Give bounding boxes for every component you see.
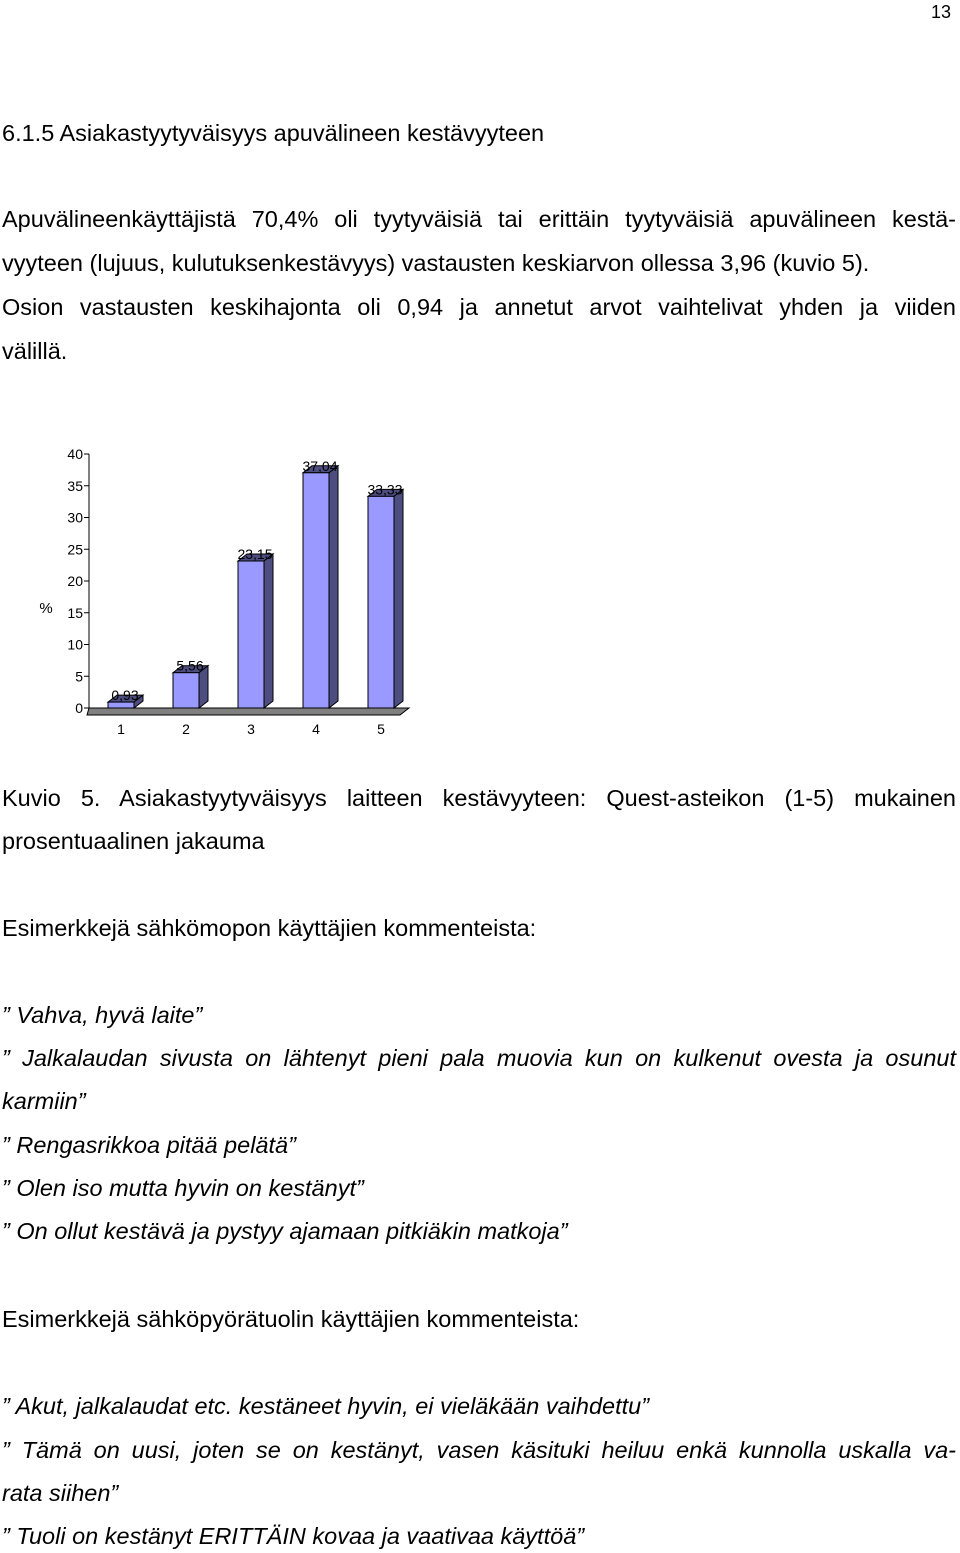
- quote-moped-4: ” Olen iso mutta hyvin on kestänyt”: [2, 1175, 364, 1201]
- intro-line-2: vyyteen (lujuus, kulutuksenkestävyys) vastausten keskiarvon ollessa 3,96 (kuvio 5).: [2, 250, 870, 276]
- x-tick-label: 3: [247, 721, 255, 737]
- y-tick-label: 40: [67, 446, 83, 462]
- quote-moped-1: ” Vahva, hyvä laite”: [2, 1002, 203, 1028]
- y-tick-label: 35: [67, 477, 83, 494]
- bar: [238, 561, 264, 708]
- section-title-wheelchair: Esimerkkejä sähköpyörätuolin käyttäjien kommenteista:: [2, 1306, 580, 1332]
- x-tick-label: 5: [377, 721, 385, 737]
- y-tick-label: 30: [67, 509, 83, 526]
- quote-moped-2: ” Jalkalaudan sivusta on lähtenyt pieni pala muovia kun on kulkenut ovesta ja osunut: [2, 1045, 956, 1071]
- section-title-moped: Esimerkkejä sähkömopon käyttäjien kommenteista:: [2, 915, 537, 941]
- intro-line-1: Apuvälineenkäyttäjistä 70,4% oli tyytyväisiä tai erittäin tyytyväisiä apuvälineen kestä-: [2, 206, 956, 232]
- x-tick-label: 1: [117, 721, 125, 737]
- data-label: 33,33: [367, 481, 403, 498]
- bar: [303, 473, 329, 708]
- bar-chart: [0, 446, 440, 750]
- quote-wheelchair-2: ” Tämä on uusi, joten se on kestänyt, vasen käsituki heiluu enkä kunnolla uskalla va-: [2, 1437, 956, 1463]
- bar: [368, 496, 394, 708]
- x-tick-label: 4: [312, 721, 320, 737]
- bar-side: [329, 466, 338, 708]
- quote-wheelchair-2-cont: rata siihen”: [2, 1480, 119, 1506]
- y-tick-label: 25: [67, 541, 83, 558]
- bar-side: [394, 489, 403, 708]
- data-label: 37,04: [302, 457, 338, 474]
- chart-floor: [87, 708, 409, 715]
- y-tick-label: 0: [75, 700, 83, 716]
- page-number: 13: [931, 2, 952, 22]
- y-tick-label: 20: [67, 573, 83, 589]
- quote-moped-3: ” Rengasrikkoa pitää pelätä”: [2, 1132, 296, 1158]
- figure-caption-line-1: Kuvio 5. Asiakastyytyväisyys laitteen kestävyyteen: Quest-asteikon (1-5) mukainen: [2, 785, 956, 811]
- y-tick-label: 10: [67, 636, 83, 653]
- data-label: 23,15: [237, 545, 273, 562]
- x-tick-label: 2: [182, 721, 190, 737]
- quote-wheelchair-1: ” Akut, jalkalaudat etc. kestäneet hyvin, ei vieläkään vaihdettu”: [2, 1393, 650, 1419]
- intro-line-4: välillä.: [2, 338, 68, 364]
- quote-wheelchair-3: ” Tuoli on kestänyt ERITTÄIN kovaa ja vaativaa käyttöä”: [2, 1523, 585, 1549]
- section-heading: 6.1.5 Asiakastyytyväisyys apuvälineen kestävyyteen: [2, 120, 545, 146]
- data-label: 0,93: [111, 687, 139, 704]
- y-tick-label: 5: [75, 668, 83, 685]
- y-axis-label: %: [39, 600, 53, 617]
- bar: [173, 673, 199, 708]
- data-label: 5,56: [176, 657, 204, 674]
- figure-caption-line-2: prosentuaalinen jakauma: [2, 828, 265, 854]
- quote-moped-5: ” On ollut kestävä ja pystyy ajamaan pitkiäkin matkoja”: [2, 1218, 568, 1244]
- y-tick-label: 15: [67, 604, 83, 621]
- intro-line-3: Osion vastausten keskihajonta oli 0,94 ja annetut arvot vaihtelivat yhden ja viiden: [2, 294, 956, 320]
- quote-moped-2-cont: karmiin”: [2, 1088, 86, 1114]
- bar-side: [264, 554, 273, 708]
